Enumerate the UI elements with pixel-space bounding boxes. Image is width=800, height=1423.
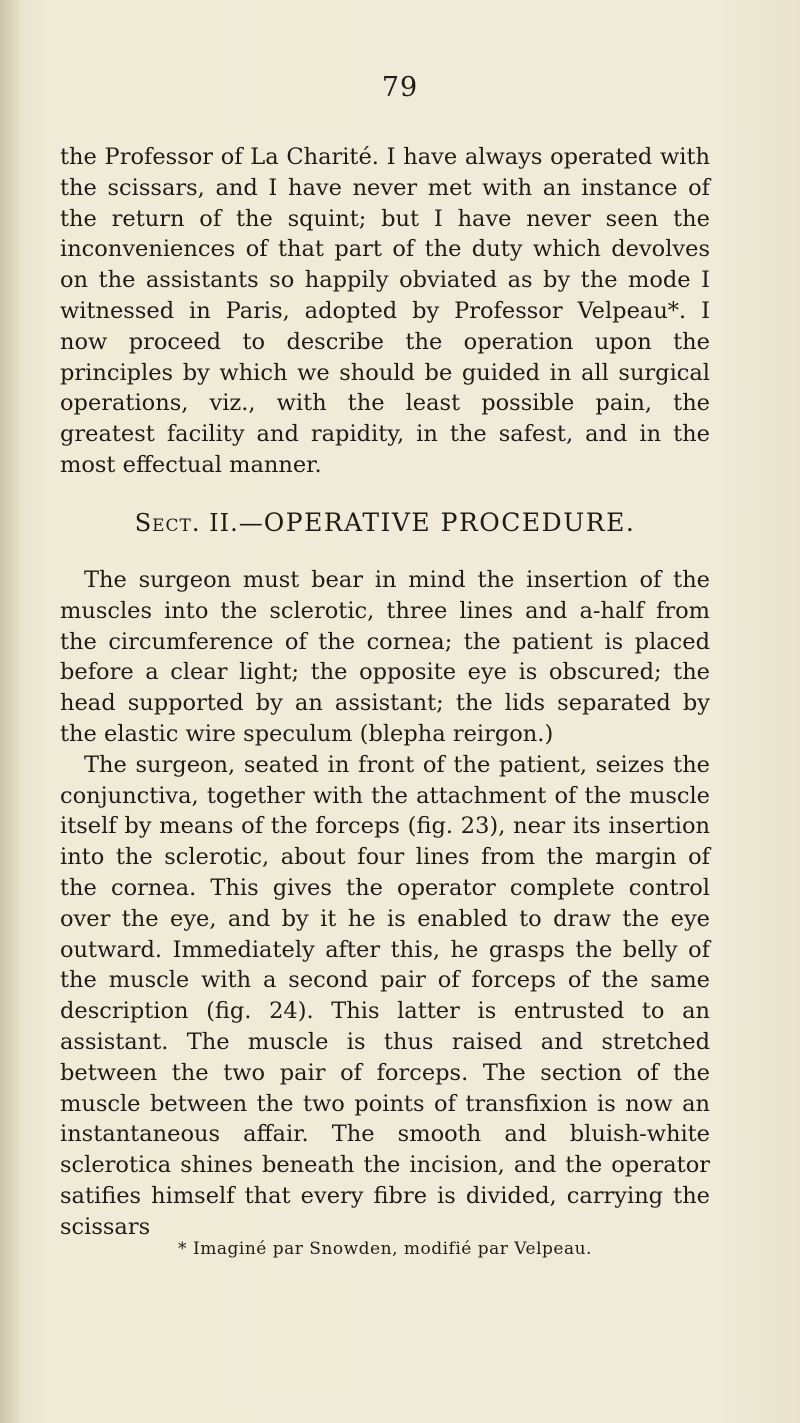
procedure-paragraph-2: The surgeon, seated in front of the patient, seizes the conjunctiva, together with the attachment of the muscle itself by means of the forceps (fig. 23), near its insertion into the sclerotic, about four lines from the margin of the cornea. This gives the operator complete control over the eye, and by it he is enabled to draw the eye outward. Immediately after this, he grasps the belly of the muscle with a second pair of forceps of the same description (fig. 24). This latter is entrusted to an assistant. The muscle is thus raised and stretched between the two pair of forceps. The section of the muscle between the two points of transfixion is now an instantaneous affair. The smooth and bluish-white sclerotica shines beneath the incision, and the operator satifies himself that every fibre is divided, carrying the scissars <box>60 751 710 1240</box>
page-binding-shadow <box>0 0 22 1423</box>
section-heading <box>60 508 710 537</box>
footnote-text: Imaginé par Snowden, modifié par Velpeau. <box>193 1239 592 1259</box>
section-title: OPERATIVE PROCEDURE. <box>263 508 636 537</box>
footnote-mark: * <box>178 1239 188 1259</box>
intro-paragraph: the Professor of La Charité. I have always operated with the scissars, and I have never met with an instance of the return of the squint; but I have never seen the inconveniences of that part of the duty which devolves on the assistants so happily obviated as by the mode I witnessed in Paris, adopted by Professor Velpeau*. I now proceed to describe the operation upon the principles by which we should be guided in all surgical operations, viz., with the least possible pain, the greatest facility and rapidity, in the safest, and in the most effectual manner. <box>60 144 710 478</box>
footnote <box>60 1239 710 1259</box>
intro-block <box>60 142 710 481</box>
section-number: Sect. II.— <box>134 509 264 537</box>
page-number: 79 <box>381 72 419 103</box>
procedure-block <box>60 535 710 1243</box>
procedure-paragraph-1: The surgeon must bear in mind the insertion of the muscles into the sclerotic, three lines and a-half from the circumference of the cornea; the patient is placed before a clear light; the opposite eye is obscured; the head supported by an assistant; the lids separated by the elastic wire speculum (blepha reirgon.) <box>60 567 710 747</box>
